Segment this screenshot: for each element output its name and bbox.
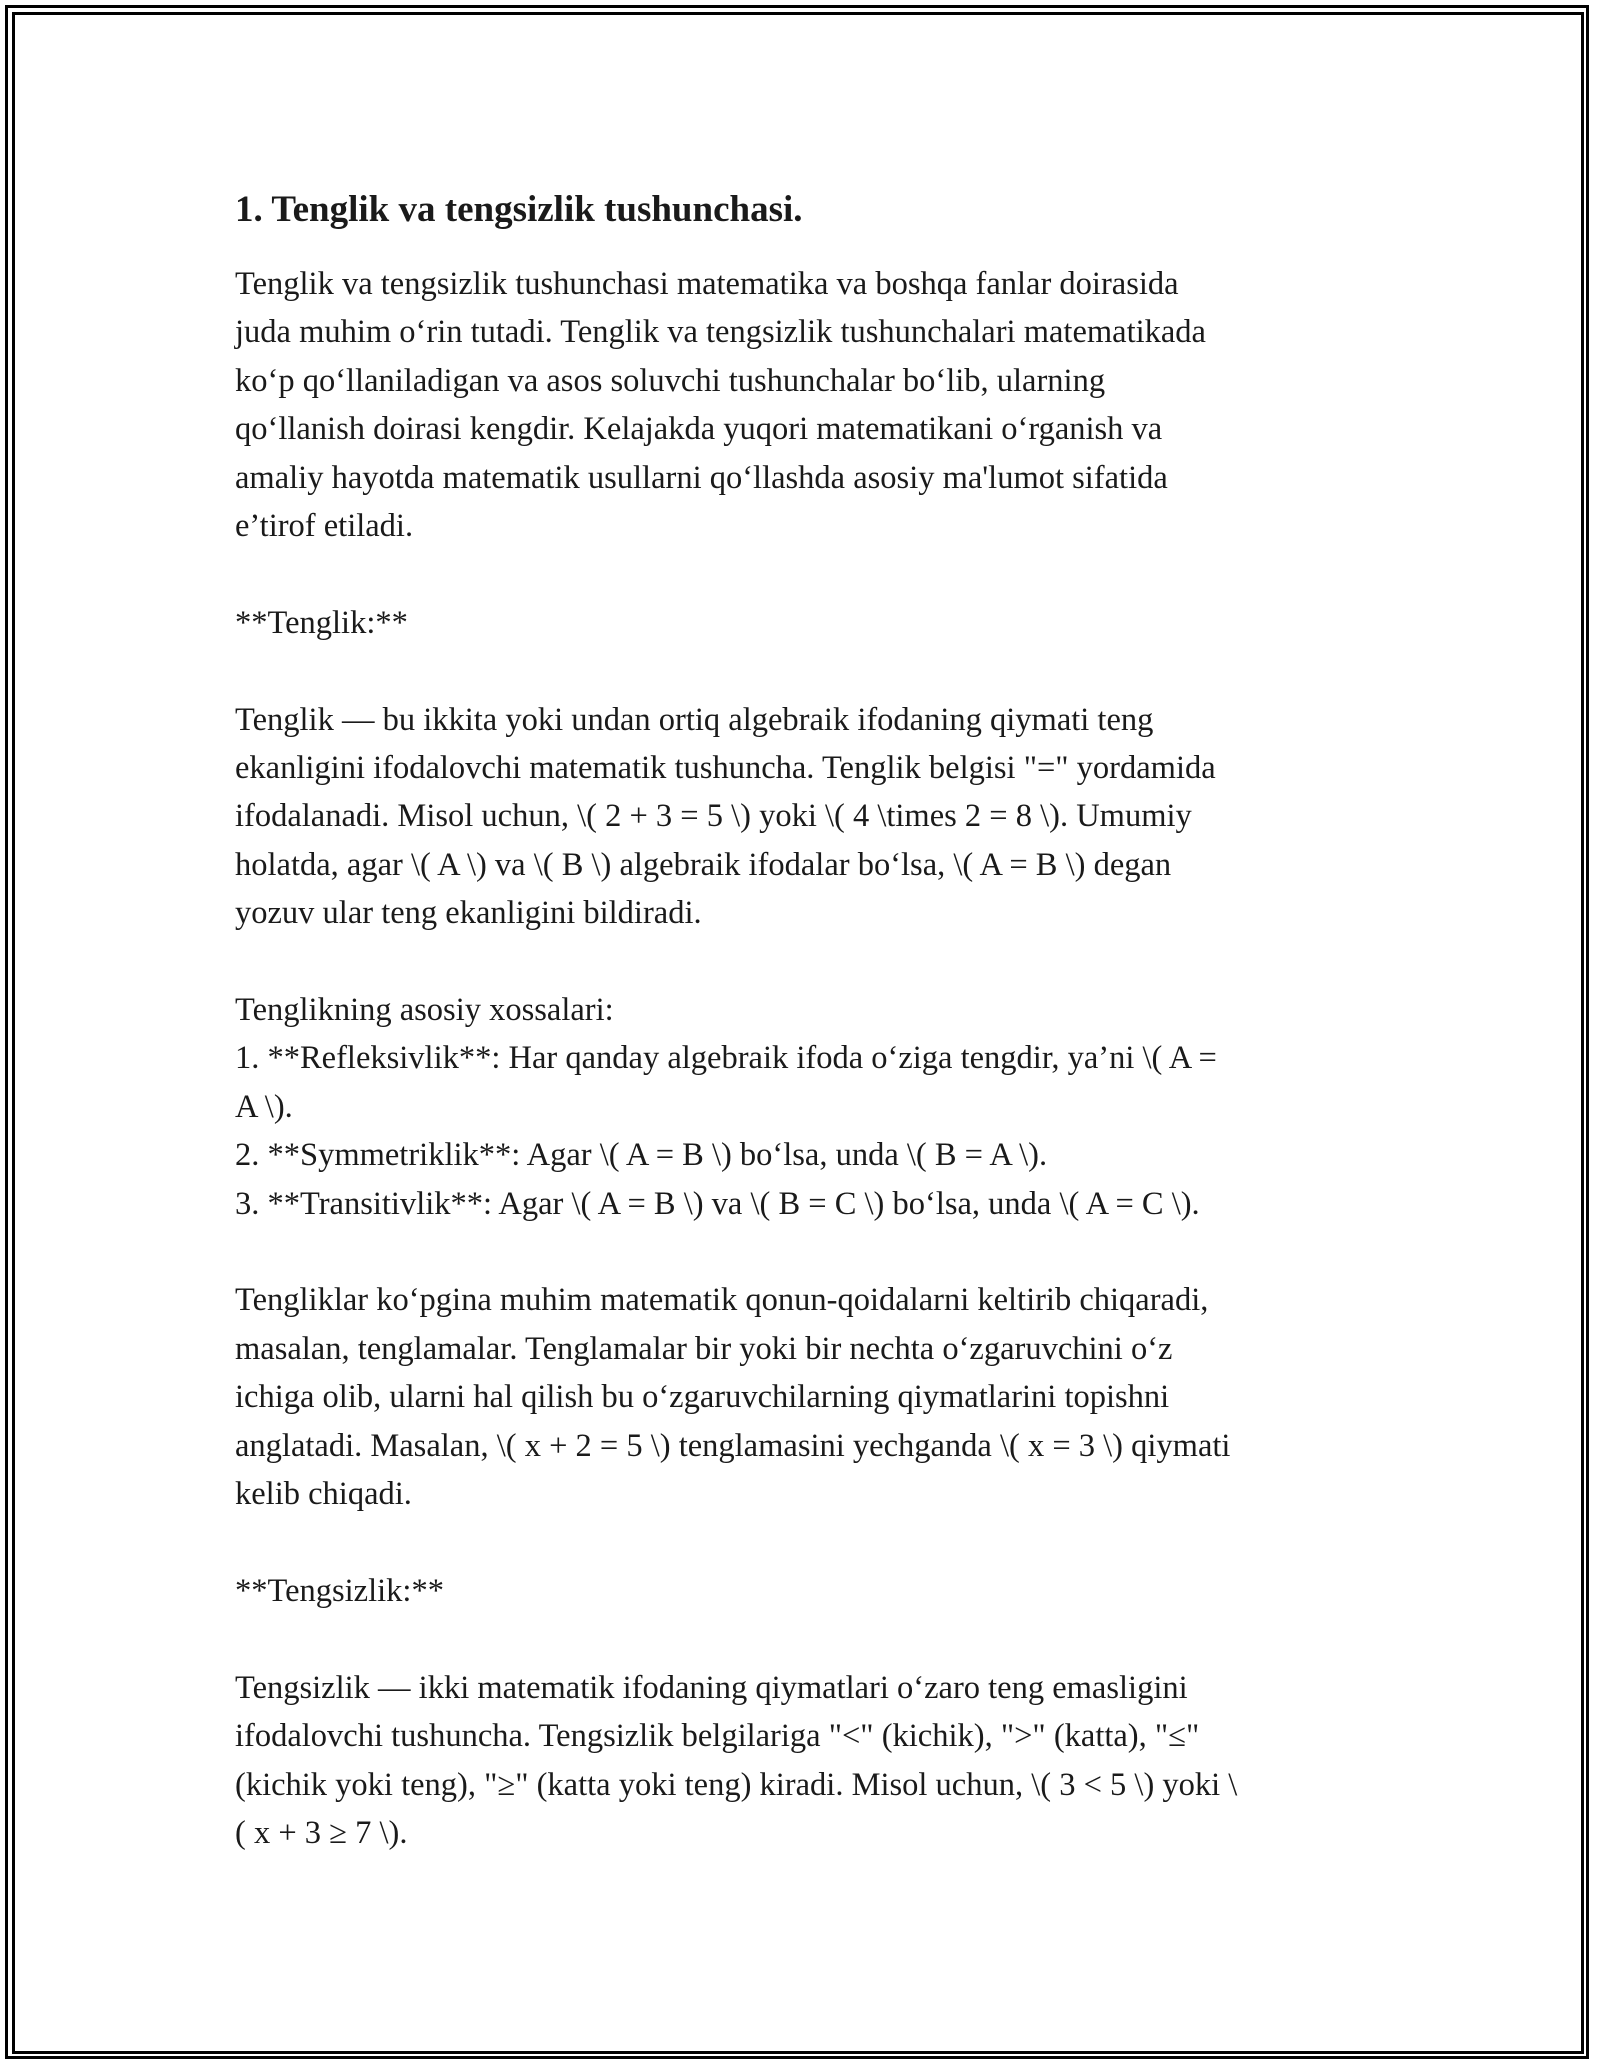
paragraph-gap <box>235 550 1370 598</box>
text-line: kelib chiqadi. <box>235 1476 412 1513</box>
text-line: qo‘llanish doirasi kengdir. Kelajakda yuqori matematikani o‘rganish va <box>235 411 1163 448</box>
paragraph-gap <box>235 1228 1370 1276</box>
tengsizlik-paragraph <box>235 1664 1370 1858</box>
text-line: A \). <box>235 1088 293 1125</box>
properties-list <box>235 986 1370 1228</box>
text-line: Tengsizlik — ikki matematik ifodaning qiymatlari o‘zaro teng emasligini <box>235 1669 1188 1706</box>
text-line: ( x + 3 ≥ 7 \). <box>235 1814 408 1851</box>
section-title: 1. Tenglik va tengsizlik tushunchasi. <box>235 189 803 230</box>
paragraph-gap <box>235 938 1370 986</box>
document-page <box>235 186 1370 1857</box>
text-line: holatda, agar \( A \) va \( B \) algebraik ifodalar bo‘lsa, \( A = B \) degan <box>235 846 1172 883</box>
text-line: Tenglik va tengsizlik tushunchasi matematika va boshqa fanlar doirasida <box>235 266 1179 302</box>
equations-paragraph <box>235 1276 1370 1518</box>
tengsizlik-heading: **Tengsizlik:** <box>235 1572 444 1609</box>
text-line: ichiga olib, ularni hal qilish bu o‘zgaruvchilarning qiymatlarini topishni <box>235 1379 1170 1416</box>
text-line: amaliy hayotda matematik usullarni qo‘llashda asosiy ma'lumot sifatida <box>235 459 1168 496</box>
paragraph-gap <box>235 647 1370 695</box>
text-line: ifodalanadi. Misol uchun, \( 2 + 3 = 5 \) yoki \( 4 \times 2 = 8 \). Umumiy <box>235 798 1192 835</box>
text-line: ifodalovchi tushuncha. Tengsizlik belgilariga "<" (kichik), ">" (katta), "≤" <box>235 1718 1200 1755</box>
text-line: masalan, tenglamalar. Tenglamalar bir yoki bir nechta o‘zgaruvchini o‘z <box>235 1330 1173 1367</box>
text-line: anglatadi. Masalan, \( x + 2 = 5 \) tenglamasini yechganda \( x = 3 \) qiymati <box>235 1427 1231 1464</box>
text-line: 1. **Refleksivlik**: Har qanday algebraik ifoda o‘ziga tengdir, ya’ni \( A = <box>235 1040 1217 1077</box>
paragraph-gap <box>235 1615 1370 1663</box>
intro-paragraph <box>235 260 1370 550</box>
text-line: 3. **Transitivlik**: Agar \( A = B \) va \( B = C \) bo‘lsa, unda \( A = C \). <box>235 1185 1200 1222</box>
tenglik-heading: **Tenglik:** <box>235 604 408 641</box>
text-line: Tenglikning asosiy xossalari: <box>235 992 614 1029</box>
text-line: ko‘p qo‘llaniladigan va asos soluvchi tushunchalar bo‘lib, ularning <box>235 362 1106 399</box>
text-line: ekanligini ifodalovchi matematik tushuncha. Tenglik belgisi "=" yordamida <box>235 750 1216 787</box>
text-line: Tengliklar ko‘pgina muhim matematik qonun-qoidalarni keltirib chiqaradi, <box>235 1282 1209 1319</box>
text-line: e’tirof etiladi. <box>235 508 414 545</box>
tenglik-paragraph <box>235 696 1370 938</box>
text-line: 2. **Symmetriklik**: Agar \( A = B \) bo‘lsa, unda \( B = A \). <box>235 1137 1048 1174</box>
paragraph-gap <box>235 1519 1370 1567</box>
text-line: yozuv ular teng ekanligini bildiradi. <box>235 895 702 932</box>
text-line: (kichik yoki teng), "≥" (katta yoki teng) kiradi. Misol uchun, \( 3 < 5 \) yoki \ <box>235 1766 1238 1803</box>
text-line: Tenglik — bu ikkita yoki undan ortiq algebraik ifodaning qiymati teng <box>235 701 1154 738</box>
text-line: juda muhim o‘rin tutadi. Tenglik va tengsizlik tushunchalari matematikada <box>235 314 1206 351</box>
